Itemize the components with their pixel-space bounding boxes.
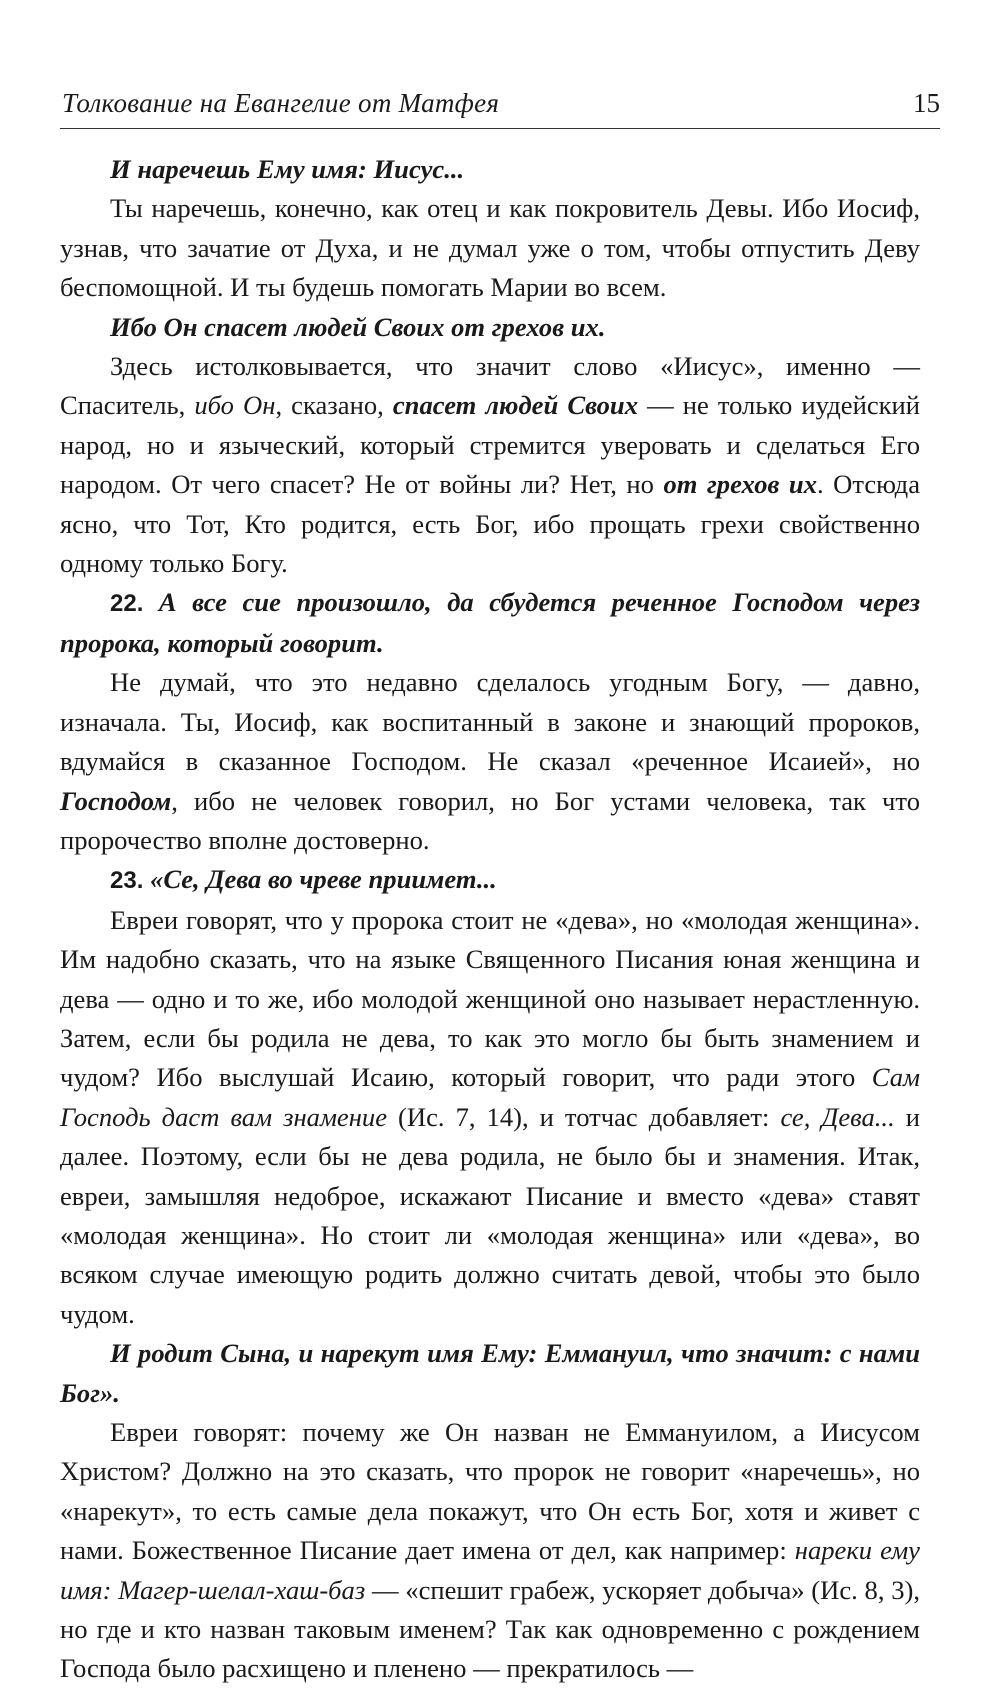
- verse-heading: И наречешь Ему имя: Иисус...: [110, 154, 465, 184]
- text-run: . Отсюда ясно, что Тот, Кто родится, есть Бог, ибо прощать грехи свойственно одному только Богу.: [60, 469, 920, 579]
- paragraph: [60, 1413, 920, 1689]
- verse-heading: Ибо Он спасет людей Своих от грехов их.: [110, 311, 606, 342]
- emphasis-run: от грехов их: [663, 469, 817, 500]
- text-run: Здесь истолковывается, что значит слово «Иисус», именно — Спаситель,: [60, 351, 920, 421]
- text-run: Евреи говорят, что у пророка стоит не «дева», но «молодая женщина». Им надобно сказать, что на языке Священного Писания юная женщина и дева — одно и то же, ибо молодой женщиной оно называет нерастленную. Затем, если бы родила не дева, то как это могло бы быть знамением и чудом? Ибо выслушай Исаию, который говорит, что ради этого: [60, 904, 920, 1093]
- paragraph: [60, 663, 920, 860]
- running-title: Толкование на Евангелие от Матфея: [62, 88, 500, 118]
- paragraph: [60, 347, 920, 583]
- text-run: (Ис. 7, 14), и тотчас добавляет:: [387, 1101, 781, 1132]
- verse-text: «Се, Дева во чреве приимет...: [150, 864, 497, 895]
- italic-run: ибо Он: [194, 390, 276, 421]
- verse-text: А все сие произошло, да сбудется реченное Господом через пророка, который говорит.: [60, 587, 920, 658]
- verse-heading: [60, 860, 920, 900]
- page-number: 15: [913, 88, 940, 118]
- text-run: Евреи говорят: почему же Он назван не Еммануилом, а Иисусом Христом? Должно на это сказать, что пророк не говорит «наречешь», но «нарекут», то есть самые дела покажут, что Он есть Бог, хотя и живет с нами. Божественное Писание дает имена от дел, как например:: [60, 1417, 920, 1566]
- text-run: Не думай, что это недавно сделалось угодным Богу, — давно, изначала. Ты, Иосиф, как воспитанный в законе и знающий пророков, вдумайся в сказанное Господом. Не сказал «реченное Исаией», но: [60, 667, 920, 777]
- italic-run: нареки ему имя: Магер-шелал-хаш-баз: [60, 1535, 920, 1605]
- text-run: — не только иудейский народ, но и языческий, который стремится уверовать и сделаться Его народом. От чего спасет? Не от войны ли? Нет, но: [60, 390, 921, 500]
- text-run: и далее. Поэтому, если бы не дева родила, не было бы и знамения. Итак, евреи, замышляя недоброе, искажают Писание и вместо «дева» ставят «молодая женщина». Но стоит ли «молодая женщина» или «дева», во всяком случае имеющую родить должно считать девой, чтобы это было чудом.: [60, 1101, 920, 1329]
- paragraph: [60, 901, 920, 1334]
- emphasis-run: Господом: [60, 785, 172, 816]
- paragraph: Ты наречешь, конечно, как отец и как покровитель Девы. Ибо Иосиф, узнав, что зачатие от Духа, и не думал уже о том, чтобы отпустить Деву беспомощной. И ты будешь помогать Марии во всем.: [60, 193, 920, 303]
- italic-run: се, Дева...: [780, 1101, 895, 1132]
- page-body: [60, 150, 920, 1689]
- verse-number: 23.: [110, 867, 144, 895]
- verse-number: 22.: [110, 590, 144, 618]
- text-run: , сказано,: [275, 390, 393, 421]
- text-run: — «спешит грабеж, ускоряет добыча» (Ис. 8, 3), но где и кто назван таковым именем? Так как одновременно с рождением Господа было расхищено и пленено — прекратилось —: [60, 1574, 920, 1684]
- verse-heading: И родит Сына, и нарекут имя Ему: Еммануил, что значит: с нами Бог».: [60, 1338, 920, 1408]
- text-run: , ибо не человек говорил, но Бог устами человека, так что пророчество вполне достоверно.: [60, 785, 920, 855]
- emphasis-run: спасет людей Своих: [392, 390, 638, 421]
- page-header: [60, 88, 940, 129]
- italic-run: Сам Господь даст вам знамение: [60, 1062, 920, 1132]
- verse-heading: [60, 583, 920, 663]
